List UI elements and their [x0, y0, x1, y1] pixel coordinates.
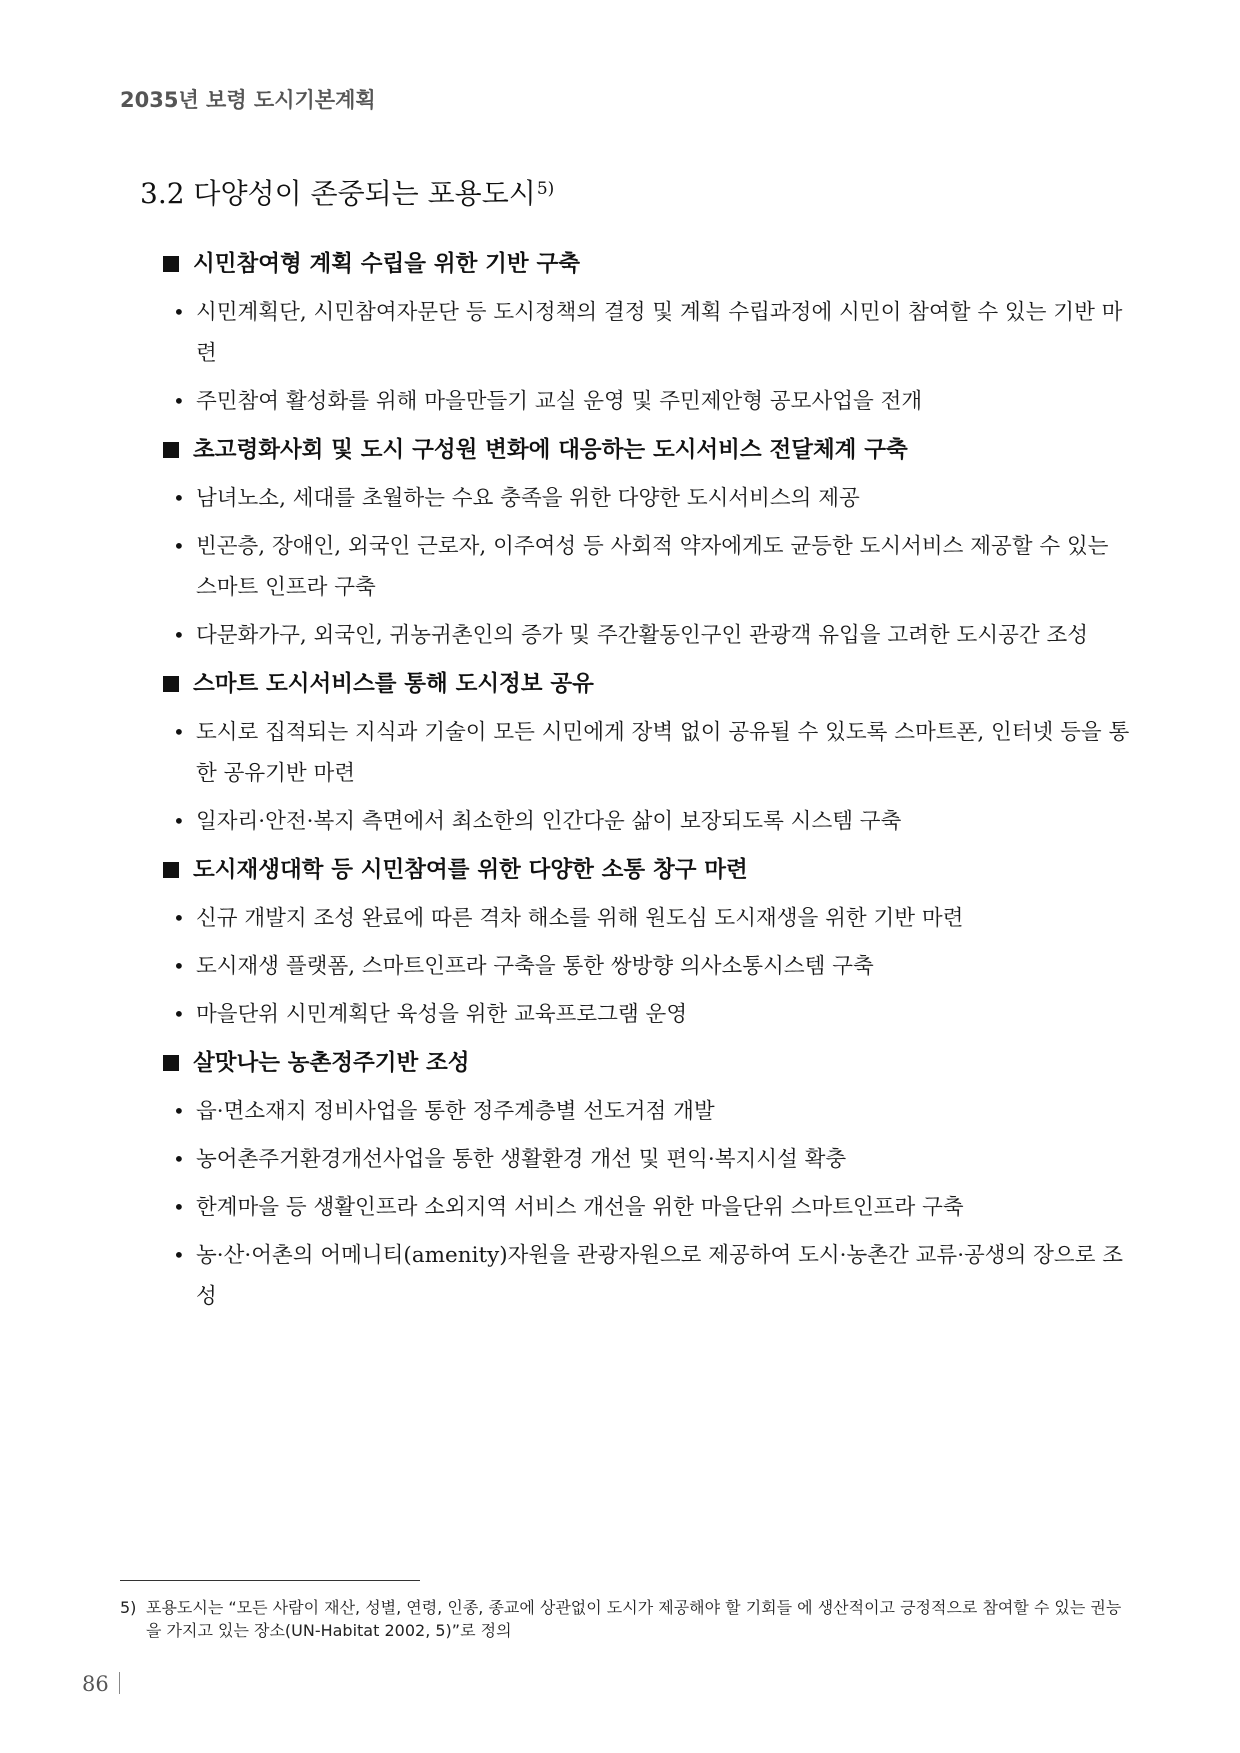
square-bullet-icon — [163, 442, 179, 458]
footnote-mark: 5) — [120, 1598, 137, 1617]
subheading-text: 스마트 도시서비스를 통해 도시정보 공유 — [193, 671, 594, 697]
list-item: • 도시재생 플랫폼, 스마트인프라 구축을 통한 쌍방향 의사소통시스템 구축 — [163, 946, 1131, 987]
subheading — [163, 432, 1131, 468]
square-bullet-icon — [163, 676, 179, 692]
section-title — [140, 172, 554, 212]
subheading — [163, 852, 1131, 888]
footnote-divider — [120, 1580, 420, 1581]
group-aging-society — [163, 432, 1131, 656]
list-item: • 농·산·어촌의 어메니티(amenity)자원을 관광자원으로 제공하여 도시·농촌간 교류·공생의 장으로 조성 — [163, 1235, 1131, 1317]
page-number-divider — [119, 1672, 120, 1694]
subheading-text: 살맛나는 농촌정주기반 조성 — [193, 1050, 470, 1076]
list-item: • 다문화가구, 외국인, 귀농귀촌인의 증가 및 주간활동인구인 관광객 유입을 고려한 도시공간 조성 — [163, 615, 1131, 656]
list-item: • 마을단위 시민계획단 육성을 위한 교육프로그램 운영 — [163, 994, 1131, 1035]
square-bullet-icon — [163, 862, 179, 878]
group-rural-settlement — [163, 1045, 1131, 1317]
list-item: • 읍·면소재지 정비사업을 통한 정주계층별 선도거점 개발 — [163, 1091, 1131, 1132]
bullet-list — [163, 712, 1131, 842]
section-content — [163, 246, 1131, 1327]
bullet-list — [163, 478, 1131, 656]
subheading-text: 시민참여형 계획 수립을 위한 기반 구축 — [193, 251, 580, 277]
group-communication-channels — [163, 852, 1131, 1035]
subheading-text: 도시재생대학 등 시민참여를 위한 다양한 소통 창구 마련 — [193, 857, 748, 883]
section-title-text: 3.2 다양성이 존중되는 포용도시 — [140, 177, 536, 210]
group-smart-services — [163, 666, 1131, 842]
list-item: • 일자리·안전·복지 측면에서 최소한의 인간다운 삶이 보장되도록 시스템 구축 — [163, 801, 1131, 842]
list-item: • 한계마을 등 생활인프라 소외지역 서비스 개선을 위한 마을단위 스마트인프라 구축 — [163, 1187, 1131, 1228]
subheading-text: 초고령화사회 및 도시 구성원 변화에 대응하는 도시서비스 전달체계 구축 — [193, 437, 908, 463]
square-bullet-icon — [163, 1055, 179, 1071]
square-bullet-icon — [163, 256, 179, 272]
group-citizen-participation — [163, 246, 1131, 422]
bullet-list — [163, 292, 1131, 422]
list-item: • 농어촌주거환경개선사업을 통한 생활환경 개선 및 편익·복지시설 확충 — [163, 1139, 1131, 1180]
bullet-list — [163, 1091, 1131, 1317]
footnote-reference[interactable]: 5) — [536, 179, 555, 199]
list-item: • 남녀노소, 세대를 초월하는 수요 충족을 위한 다양한 도시서비스의 제공 — [163, 478, 1131, 519]
list-item: • 신규 개발지 조성 완료에 따른 격차 해소를 위해 원도심 도시재생을 위한 기반 마련 — [163, 898, 1131, 939]
subheading — [163, 666, 1131, 702]
bullet-list — [163, 898, 1131, 1035]
list-item: • 주민참여 활성화를 위해 마을만들기 교실 운영 및 주민제안형 공모사업을 전개 — [163, 381, 1131, 422]
list-item: • 빈곤층, 장애인, 외국인 근로자, 이주여성 등 사회적 약자에게도 균등한 도시서비스 제공할 수 있는 스마트 인프라 구축 — [163, 526, 1131, 608]
footnote — [120, 1596, 1135, 1642]
page-number — [82, 1672, 120, 1696]
subheading — [163, 246, 1131, 282]
footnote-text: 포용도시는 “모든 사람이 재산, 성별, 연령, 인종, 종교에 상관없이 도시가 제공해야 할 기회들 에 생산적이고 긍정적으로 참여할 수 있는 권능을 가지고 있는 장소(UN-Habitat 2002, 5)”로 정의 — [146, 1598, 1122, 1640]
list-item: • 도시로 집적되는 지식과 기술이 모든 시민에게 장벽 없이 공유될 수 있도록 스마트폰, 인터넷 등을 통한 공유기반 마련 — [163, 712, 1131, 794]
running-header: 2035년 보령 도시기본계획 — [120, 88, 376, 112]
subheading — [163, 1045, 1131, 1081]
list-item: • 시민계획단, 시민참여자문단 등 도시정책의 결정 및 계획 수립과정에 시민이 참여할 수 있는 기반 마련 — [163, 292, 1131, 374]
page-number-text: 86 — [82, 1672, 109, 1696]
